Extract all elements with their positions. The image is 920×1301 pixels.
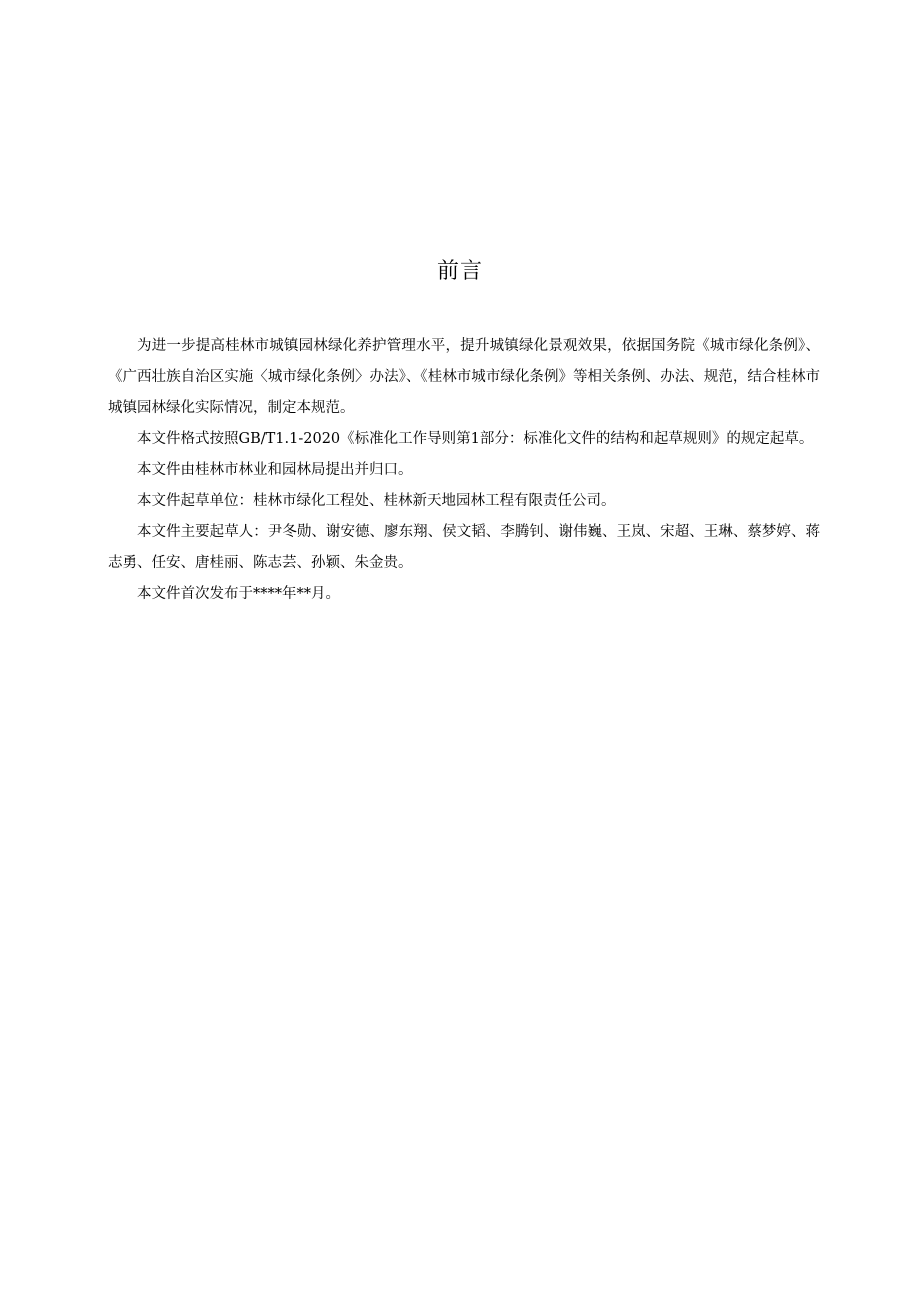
paragraph-drafters: 本文件主要起草人：尹冬勋、谢安德、廖东翔、侯文韬、李腾钊、谢伟巍、王岚、宋超、王琳、蔡梦婷、蒋志勇、任安、唐桂丽、陈志芸、孙颖、朱金贵。 xyxy=(108,524,820,571)
paragraph-proposer: 本文件由桂林市林业和园林局提出并归口。 xyxy=(137,462,413,478)
paragraph-basis: 为进一步提高桂林市城镇园林绿化养护管理水平，提升城镇绿化景观效果，依据国务院《城市绿化条例》、《广西壮族自治区实施〈城市绿化条例〉办法》、《桂林市城市绿化条例》等相关条例、办法、规范，结合桂林市城镇园林绿化实际情况，制定本规范。 xyxy=(108,338,820,416)
paragraph-drafting-units: 本文件起草单位：桂林市绿化工程处、桂林新天地园林工程有限责任公司。 xyxy=(137,493,616,509)
paragraph-first-release: 本文件首次发布于****年**月。 xyxy=(137,586,340,602)
paragraph-format: 本文件格式按照GB/T1.1-2020《标准化工作导则第1部分：标准化文件的结构和起草规则》的规定起草。 xyxy=(137,431,814,447)
preface-body xyxy=(108,331,820,610)
page-title: 前言 xyxy=(436,259,483,284)
